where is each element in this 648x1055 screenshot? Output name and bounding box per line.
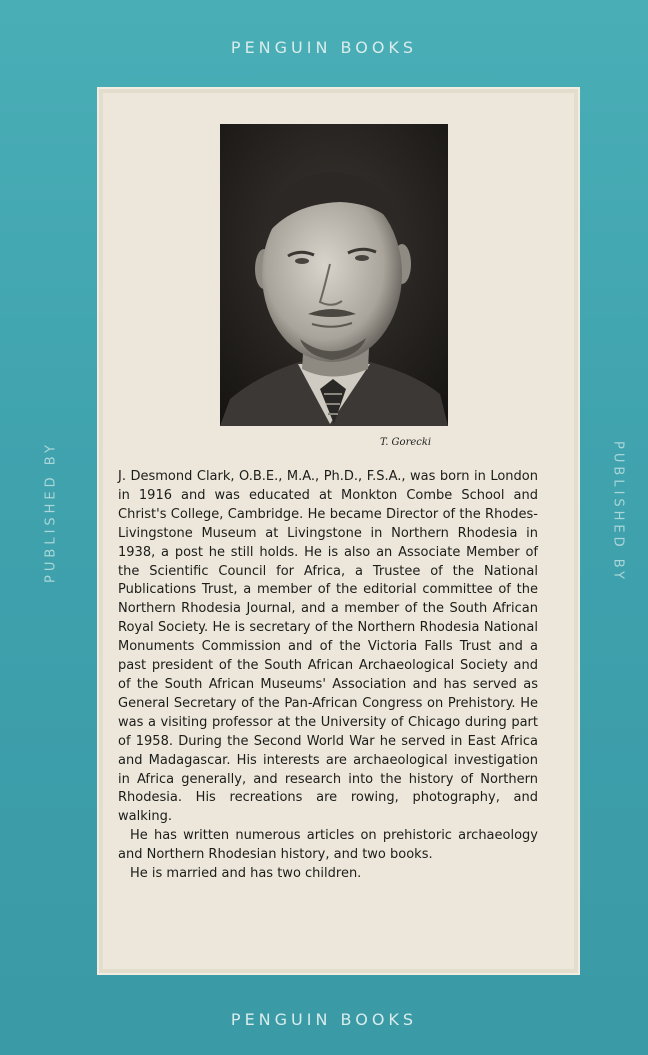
author-biography — [118, 468, 538, 884]
photo-credit: T. Gorecki — [380, 437, 432, 448]
side-label-right: PUBLISHED BY — [610, 441, 626, 583]
side-label-left: PUBLISHED BY — [43, 441, 59, 583]
bio-paragraph: J. Desmond Clark, O.B.E., M.A., Ph.D., F.S.A., was born in London in 1916 and was educated at Monkton Combe School and Christ's College, Cambridge. He became Director of the Rhodes-Livingstone Museum at Livingstone in Northern Rhodesia in 1938, a post he still holds. He is also an Associate Member of the Scientific Council for Africa, a Trustee of the National Publications Trust, a member of the editorial committee of the Northern Rhodesia Journal, and a member of the South African Royal Society. He is secretary of the Northern Rhodesia National Monuments Commission and of the Victoria Falls Trust and a past president of the South African Archaeological Society and of the South African Museums' Association and has served as General Secretary of the Pan-African Congress on Prehistory. He was a visiting professor at the University of Chicago during part of 1958. During the Second World War he served in East Africa and Madagascar. His interests are archaeological investigation in Africa generally, and research into the history of Northern Rhodesia. His recreations are rowing, photography, and walking. — [118, 469, 538, 825]
publisher-bottom: PENGUIN BOOKS — [230, 1010, 418, 1029]
bio-paragraph: He has written numerous articles on prehistoric archaeology and Northern Rhodesian history, and two books. — [118, 828, 538, 863]
publisher-top: PENGUIN BOOKS — [230, 38, 418, 57]
bio-paragraph: He is married and has two children. — [130, 866, 362, 882]
author-portrait — [220, 124, 448, 426]
portrait-image — [220, 124, 448, 426]
